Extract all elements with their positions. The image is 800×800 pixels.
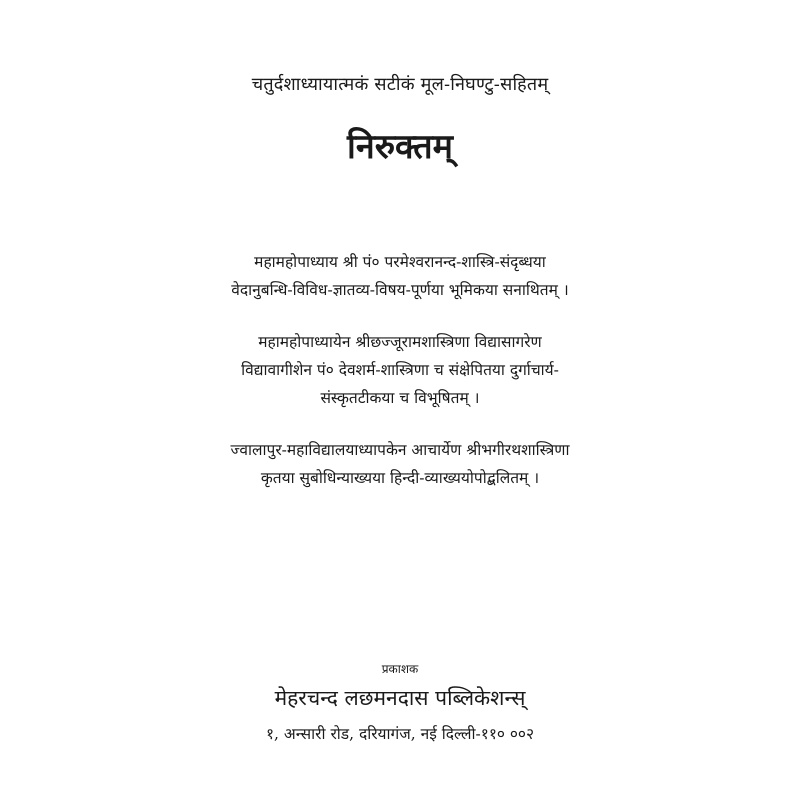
paragraph-2-line-1: महामहोपाध्यायेन श्रीछज्जूरामशास्त्रिणा विद्यासागरेण bbox=[258, 333, 542, 351]
paragraph-1-line-2: वेदानुबन्धि-विविध-ज्ञातव्य-विषय-पूर्णया भूमिकया सनाथितम् । bbox=[231, 281, 569, 299]
paragraph-2-line-3: संस्कृतटीकया च विभूषितम् । bbox=[320, 389, 480, 407]
publisher-name: मेहरचन्द लछमनदास पब्लिकेशन्स् bbox=[274, 686, 526, 710]
paragraph-2-line-2: विद्यावागीशेन पं० देवशर्म-शास्त्रिणा च संक्षेपितया दुर्गाचार्य- bbox=[241, 361, 559, 379]
page-title: निरुक्तम् bbox=[347, 127, 453, 167]
paragraph-3-line-1: ज्वालापुर-महाविद्यालयाध्यापकेन आचार्येण श्रीभगीरथशास्त्रिणा bbox=[230, 441, 570, 459]
publisher-label: प्रकाशक bbox=[381, 662, 419, 676]
paragraph-3-line-2: कृतया सुबोधिन्याख्यया हिन्दी-व्याख्ययोपोद्बलितम् । bbox=[260, 469, 540, 487]
page-subtitle: चतुर्दशाध्यायात्मकं सटीकं मूल-निघण्टु-सहितम् bbox=[251, 74, 549, 95]
publisher-address: १, अन्सारी रोड, दरियागंज, नई दिल्ली-११० ००२ bbox=[265, 725, 535, 743]
paragraph-1-line-1: महामहोपाध्याय श्री पं० परमेश्वरानन्द-शास्त्रि-संदृब्धया bbox=[254, 253, 546, 271]
